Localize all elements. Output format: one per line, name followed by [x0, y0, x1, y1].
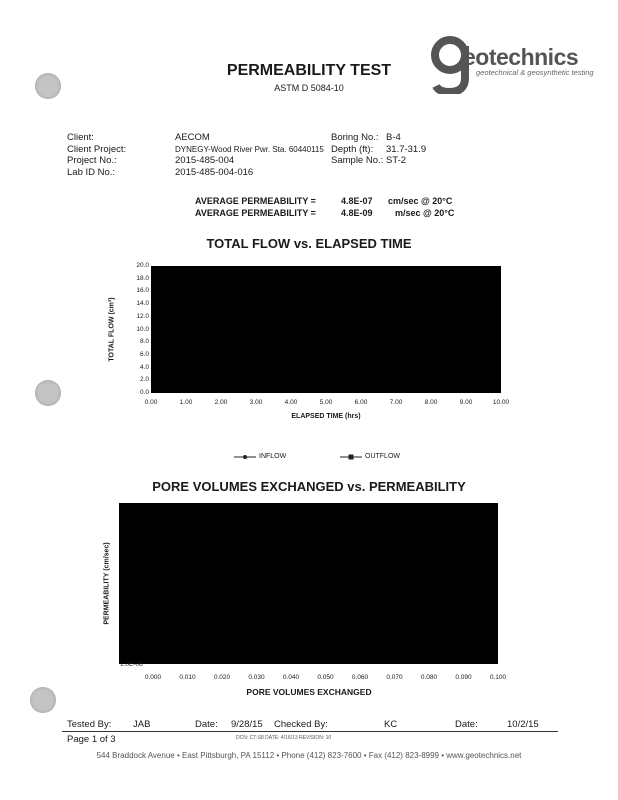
chart2-x-tick: 0.010 — [179, 674, 196, 681]
outflow-marker-icon — [340, 454, 362, 460]
lab-id-value: 2015-485-004-016 — [175, 166, 254, 178]
info-labels-right — [331, 132, 383, 167]
chart1-y-tick: 12.0 — [136, 312, 149, 320]
info-labels-left — [67, 132, 126, 178]
chart1-y-tick: 4.0 — [139, 363, 149, 371]
depth-value: 31.7-31.9 — [386, 143, 427, 155]
chart2-y-min-tick: 1.0E-08 — [120, 661, 143, 668]
legend-inflow-label: INFLOW — [259, 453, 287, 460]
checked-by-label: Checked By: — [274, 719, 328, 730]
chart1-y-tick: 18.0 — [136, 274, 149, 282]
chart1-x-tick: 2.00 — [214, 399, 228, 406]
chart1-y-tick: 6.0 — [139, 350, 149, 358]
binder-hole — [35, 380, 61, 406]
chart1-x-tick: 1.00 — [179, 399, 193, 406]
perm-values — [341, 195, 373, 219]
client-value: AECOM — [175, 132, 210, 143]
perm-label: AVERAGE PERMEABILITY = — [195, 196, 316, 206]
date-value: 9/28/15 — [231, 719, 263, 730]
doc-code: DCN: CT-S8 DATE: 4/16/13 REVISION: 10 — [236, 735, 332, 741]
project-no-value: 2015-485-004 — [175, 155, 235, 166]
chart1-y-tick: 10.0 — [136, 325, 149, 333]
chart2-x-tick: 0.040 — [282, 674, 300, 681]
chart1-x-label: ELAPSED TIME (hrs) — [291, 413, 361, 420]
date2-value: 10/2/15 — [507, 719, 539, 730]
perm-unit: m/sec @ 20°C — [395, 208, 455, 218]
legend-outflow-label: OUTFLOW — [365, 453, 400, 460]
project-no-label: Project No.: — [67, 155, 117, 166]
project-value: DYNEGY-Wood River Pwr. Sta. 60440115 — [175, 144, 324, 154]
chart2-x-tick: 0.070 — [386, 674, 403, 681]
page-title: PERMEABILITY TEST — [226, 62, 392, 79]
chart1-x-tick: 10.00 — [492, 399, 510, 406]
legend-inflow — [234, 453, 286, 460]
project-label: Client Project: — [67, 143, 127, 155]
chart2-x-tick: 0.080 — [420, 674, 438, 681]
perm-label: AVERAGE PERMEABILITY = — [195, 208, 316, 218]
chart1-x-tick: 7.00 — [389, 399, 403, 406]
chart2-x-tick: 0.060 — [351, 674, 369, 681]
chart1-x-tick: 4.00 — [284, 399, 298, 406]
chart1-y-tick: 20.0 — [136, 262, 149, 269]
depth-label: Depth (ft): — [331, 143, 374, 155]
chart1-y-tick: 8.0 — [139, 338, 149, 346]
chart1-y-tick: 2.0 — [139, 376, 149, 384]
chart1-x-tick: 0.00 — [144, 399, 158, 406]
perm-value: 4.8E-09 — [341, 208, 373, 218]
chart1-y-tick: 0.0 — [139, 389, 149, 396]
tested-by-value: JAB — [133, 719, 151, 730]
chart1-x-tick: 5.00 — [319, 399, 333, 406]
logo-name: eotechnics — [463, 44, 579, 70]
inflow-marker-icon — [234, 454, 256, 460]
standard-label: ASTM D 5084-10 — [274, 83, 344, 93]
lab-id-label: Lab ID No.: — [67, 166, 116, 178]
boring-label: Boring No.: — [331, 132, 379, 143]
boring-value: B-4 — [386, 132, 401, 143]
info-values-right — [386, 132, 426, 167]
chart1-y-label: TOTAL FLOW (cm³) — [108, 297, 116, 362]
sample-value: ST-2 — [386, 155, 407, 166]
tested-by-label: Tested By: — [67, 719, 112, 730]
perm-value: 4.8E-07 — [341, 196, 373, 206]
date-label: Date: — [195, 719, 218, 730]
chart2-x-tick: 0.000 — [144, 674, 162, 681]
footer-rule — [62, 731, 558, 732]
chart2-x-tick: 0.050 — [317, 674, 334, 681]
checked-by-value: KC — [384, 719, 398, 730]
chart2-y-label: PERMEABILITY (cm/sec) — [103, 542, 111, 625]
chart1-x-tick: 9.00 — [459, 399, 473, 406]
chart2-title: PORE VOLUMES EXCHANGED vs. PERMEABILITY — [152, 479, 466, 494]
chart1-x-tick: 6.00 — [354, 399, 368, 406]
chart2-plot-area — [119, 503, 498, 664]
chart1-plot-area — [151, 266, 501, 393]
chart2-x-tick: 0.090 — [455, 674, 472, 681]
date2-label: Date: — [455, 719, 478, 730]
chart1-y-tick: 16.0 — [136, 287, 149, 295]
page-number: Page 1 of 3 — [67, 734, 116, 745]
perm-units — [388, 195, 454, 219]
info-values-left — [175, 132, 324, 178]
chart2-x-label: PORE VOLUMES EXCHANGED — [246, 687, 372, 697]
chart1-title: TOTAL FLOW vs. ELAPSED TIME — [206, 236, 412, 251]
chart1-y-tick: 14.0 — [136, 300, 149, 308]
perm-unit: cm/sec @ 20°C — [388, 196, 453, 206]
legend-outflow — [340, 453, 400, 460]
chart2-x-tick: 0.100 — [489, 674, 507, 681]
chart1-x-tick: 8.00 — [424, 399, 438, 406]
chart2-x-tick: 0.020 — [213, 674, 231, 681]
logo-tagline: geotechnical & geosynthetic testing — [476, 68, 594, 77]
company-address: 544 Braddock Avenue • East Pittsburgh, PA 15112 • Phone (412) 823-7600 • Fax (412) 823-8999 • www.geotechnics.net — [96, 751, 522, 760]
client-label: Client: — [67, 132, 94, 143]
perm-labels — [195, 195, 316, 219]
chart2-x-tick: 0.030 — [248, 674, 265, 681]
sample-label: Sample No.: — [331, 155, 384, 166]
chart1-x-tick: 3.00 — [249, 399, 263, 406]
